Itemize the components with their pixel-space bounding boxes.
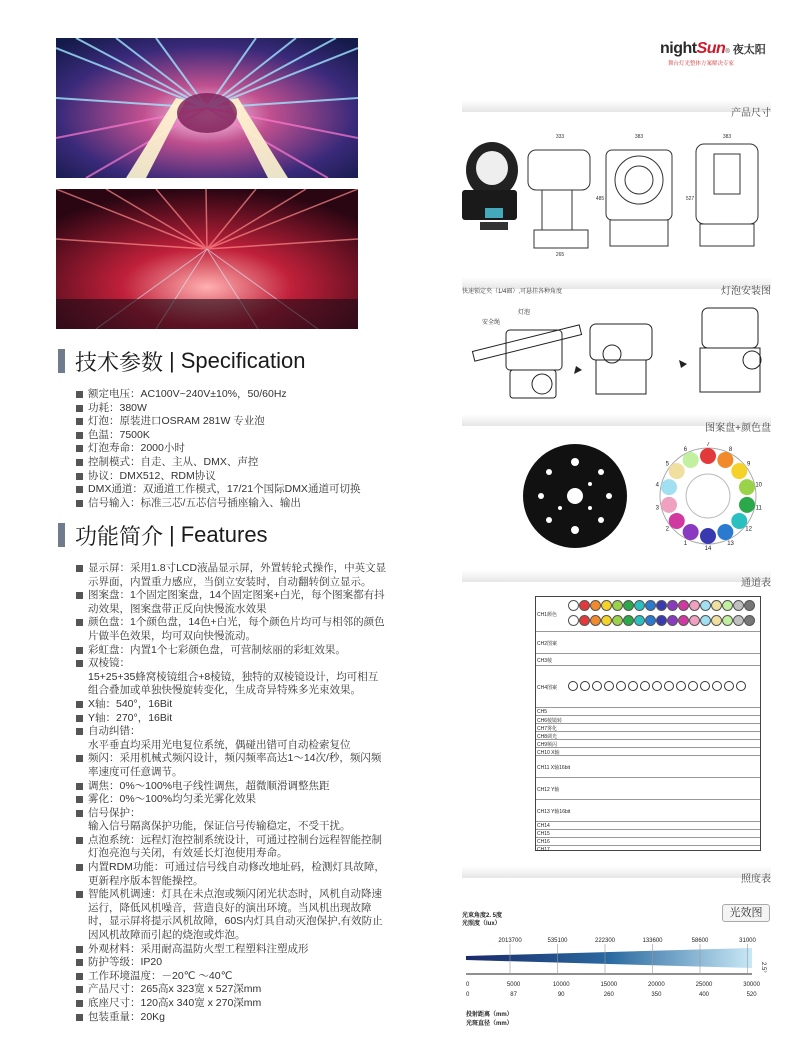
brand-word-sun: Sun [696, 40, 726, 57]
feature-item: 显示屏：采用1.8寸LCD液晶显示屏，外置转轮式操作，中英文显 [76, 562, 386, 576]
channel-label: CH1颜色 [537, 612, 558, 618]
mount-drawings [462, 300, 772, 404]
color-dot [623, 615, 634, 626]
color-dot [678, 615, 689, 626]
color-swatch [661, 497, 677, 513]
heading-bar [58, 523, 65, 547]
spec-item: 灯泡：原装进口OSRAM 281W 专业泡 [76, 415, 360, 429]
color-swatch [683, 524, 699, 540]
feature-item: 工作环境温度：－20℃ ～40℃ [76, 970, 386, 984]
brand-cn: 夜太阳 [732, 44, 766, 56]
gobo-symbol [688, 681, 698, 691]
photometric-labels [462, 912, 502, 928]
feature-item: 外观材料：采用耐高温防火型工程塑料注塑成形 [76, 943, 386, 957]
channel-label: CH14 [537, 823, 550, 829]
distance-value: 0 [466, 982, 470, 988]
color-number: 6 [683, 447, 688, 454]
diameter-value: 520 [746, 992, 757, 998]
feature-item: 调焦：0%～100%电子线性调焦，超微顺滑调整焦距 [76, 780, 386, 794]
channel-row [536, 777, 760, 800]
distance-value: 5000 [506, 982, 521, 988]
distance-value: 25000 [695, 982, 713, 988]
color-swatch [661, 479, 677, 495]
color-number: 3 [655, 505, 659, 512]
channel-row [536, 799, 760, 822]
section-rule [462, 100, 771, 112]
dim-label-1: 333 [555, 134, 565, 140]
channel-label: CH8调光 [537, 734, 558, 740]
lux-value: 2013700 [498, 938, 522, 944]
color-dot [744, 615, 755, 626]
heading-separator: | [169, 522, 175, 547]
gobo-symbol [568, 681, 578, 691]
distance-value: 20000 [648, 982, 665, 988]
color-swatch [669, 513, 685, 529]
color-swatch [739, 479, 755, 495]
section-rule [462, 866, 771, 878]
color-number: 12 [745, 526, 752, 533]
color-dot [590, 615, 601, 626]
color-number: 10 [755, 482, 763, 489]
color-dot [744, 600, 755, 611]
color-number: 4 [655, 482, 659, 489]
color-dot [689, 600, 700, 611]
mount-label-safety: 安全绳 [482, 320, 501, 326]
channel-label: CH12 Y轴 [537, 787, 560, 793]
feature-item: 信号保护： [76, 807, 386, 821]
feature-item: 频闪：采用机械式频闪设计，频闪频率高达1～14次/秒，频闪频 [76, 752, 386, 766]
color-swatch [683, 452, 699, 468]
feature-item: Y轴：270°，16Bit [76, 712, 386, 726]
gobo-symbol [580, 681, 590, 691]
color-dot [568, 600, 579, 611]
color-number: 7 [706, 442, 710, 448]
features-heading [58, 522, 268, 548]
color-swatch [669, 463, 685, 479]
distance-value: 10000 [552, 982, 570, 988]
color-dot [612, 600, 623, 611]
gobo-wheel [515, 442, 645, 554]
feature-item-continued: 片做半色效果，均可双向快慢流动。 [88, 629, 256, 642]
color-dot [667, 600, 678, 611]
spec-title-cn: 技术参数 [75, 349, 164, 375]
color-dot [733, 615, 744, 626]
gobo-symbol [676, 681, 686, 691]
mount-title: 灯泡安装图 [721, 286, 771, 297]
color-swatch [739, 497, 755, 513]
color-wheel-hub [686, 474, 730, 518]
diameter-value: 350 [651, 992, 662, 998]
gobo-symbol [724, 681, 734, 691]
feature-item-continued: 示界面，内置重力感应，当倒立安装时，自动翻转倒立显示。 [88, 575, 372, 588]
feature-item: 产品尺寸：265高x 323宽 x 527深mm [76, 983, 386, 997]
color-number: 5 [665, 461, 670, 468]
distance-label: 投射距离（mm） [466, 1012, 513, 1018]
photometric-button[interactable]: 光效图 [722, 904, 770, 922]
channel-label: CH15 [537, 831, 550, 837]
lux-value: 222300 [594, 938, 616, 944]
color-dot [579, 600, 590, 611]
color-swatch [717, 524, 733, 540]
channel-row [536, 597, 760, 631]
brand-reg: ® [725, 49, 730, 55]
feature-item: X轴：540°，16Bit [76, 698, 386, 712]
color-dot [623, 600, 634, 611]
spec-heading [58, 348, 305, 374]
brand-word [660, 40, 725, 57]
color-dot [733, 600, 744, 611]
spec-title-en: Specification [180, 348, 306, 373]
feature-item-continued: 率速度可任意调节。 [88, 765, 183, 778]
gobo-color-title: 图案盘+颜色盘 [705, 423, 771, 434]
color-dot [612, 615, 623, 626]
feature-item-continued: 因风机故障而引起的烧泡或炸泡。 [88, 929, 246, 942]
feature-item: 点泡系统：远程灯泡控制系统设计，可通过控制台远程智能控制 [76, 834, 386, 848]
color-dot [667, 615, 678, 626]
channel-label: CH13 Y轴16bit [537, 809, 571, 815]
channel-label: CH6棱镜转 [537, 718, 563, 724]
diameter-value: 400 [698, 992, 710, 998]
lux-value: 58600 [691, 938, 709, 944]
color-dot [656, 615, 667, 626]
feature-item-continued: 运行，降低风机噪音，营造良好的演出环境。当风机出现故障 [88, 901, 372, 914]
channel-table [535, 596, 761, 851]
color-wheel [650, 442, 772, 554]
feature-item-continued: 灯泡亮泡与关闭，有效延长灯泡使用寿命。 [88, 847, 288, 860]
gobo-symbol [604, 681, 614, 691]
color-dot [568, 615, 579, 626]
spec-item: 协议：DMX512、RDM协议 [76, 470, 360, 484]
dimension-title: 产品尺寸 [731, 108, 771, 119]
photometric-chart [462, 930, 772, 1030]
lux-value: 31000 [739, 938, 756, 944]
photometric-title: 照度表 [741, 874, 771, 885]
color-number: 11 [755, 505, 762, 512]
color-swatch [700, 448, 716, 464]
color-dot [700, 615, 711, 626]
gobo-symbol [640, 681, 650, 691]
channel-label: CH7雾化 [537, 726, 558, 732]
beam-side-label: 2.5° [760, 962, 766, 973]
features-title-cn: 功能简介 [75, 523, 164, 549]
stage-photo-bottom [56, 189, 358, 329]
gobo-symbol [736, 681, 746, 691]
dim-label-6: 265 [555, 252, 565, 258]
channel-title: 通道表 [741, 578, 771, 589]
distance-value: 30000 [743, 982, 760, 988]
color-number: 14 [704, 546, 712, 552]
channel-row [536, 845, 760, 854]
channel-label: CH16 [537, 839, 550, 845]
channel-label: CH9频闪 [537, 742, 558, 748]
gobo-symbol [712, 681, 722, 691]
feature-item-continued: 动效果，图案盘带正反向快慢流水效果 [88, 602, 267, 615]
channel-row [536, 665, 760, 708]
color-dot [579, 615, 590, 626]
gobo-symbol [616, 681, 626, 691]
channel-label: CH10 X轴 [537, 750, 560, 756]
brand-word-left: night [660, 40, 697, 57]
color-dot [601, 600, 612, 611]
channel-label: CH3棱 [537, 658, 553, 664]
lux-value: 133600 [642, 938, 663, 944]
mount-note: 快速锁定夹（1/4圈）,可悬挂各种角度 [462, 289, 563, 295]
feature-item-continued: 更新程序版本智能操控。 [88, 874, 204, 887]
color-dot [711, 615, 722, 626]
feature-item: 自动纠错： [76, 725, 386, 739]
color-dot [634, 600, 645, 611]
lux-label: 光照度（lux） [462, 921, 501, 927]
color-swatch [731, 463, 747, 479]
color-swatch [700, 528, 716, 544]
diameter-value: 260 [603, 992, 614, 998]
features-list [76, 562, 386, 1024]
spec-item: 额定电压：AC100V~240V±10%，50/60Hz [76, 388, 360, 402]
feature-item-continued: 组合叠加或单独快慢旋转变化，生成奇异特殊多光束效果。 [88, 684, 361, 697]
brand-tagline: 舞台灯光整体方案解决专家 [668, 61, 735, 67]
diameter-value: 87 [510, 992, 517, 998]
channel-label: CH11 X轴16bit [537, 765, 570, 771]
color-dot [645, 615, 656, 626]
feature-item-continued: 时，显示屏将提示风机故障，60S内灯具自动灭泡保护,有效防止 [88, 915, 383, 928]
feature-item: 双棱镜： [76, 657, 386, 671]
gobo-symbol [592, 681, 602, 691]
spec-item: 色温：7500K [76, 429, 360, 443]
dim-label-2: 383 [634, 134, 644, 140]
distance-value: 15000 [600, 982, 618, 988]
mount-label-lamp: 灯泡 [518, 310, 531, 316]
channel-row [536, 631, 760, 654]
channel-label: CH17 [537, 847, 550, 853]
feature-item-continued: 水平垂直均采用光电复位系统，偶碰出错可自动检索复位 [88, 738, 351, 751]
heading-bar [58, 349, 65, 373]
dimension-drawings [450, 130, 770, 260]
feature-item-continued: 15+25+35蜂窝棱镜组合+8棱镜，独特的双棱镜设计，均可相互 [88, 670, 379, 683]
heading-separator: | [169, 348, 175, 373]
lux-value: 535100 [547, 938, 568, 944]
dim-label-4: 383 [722, 134, 732, 140]
brand-logo [660, 40, 766, 67]
feature-item: 雾化：0%～100%均匀柔光雾化效果 [76, 793, 386, 807]
beam-angle-label: 光束角度2. 5度 [462, 913, 503, 919]
color-dot [722, 615, 733, 626]
spec-list [76, 388, 360, 510]
dim-label-5: 527 [685, 196, 695, 202]
color-dot [700, 600, 711, 611]
spec-item: 控制模式：自走、主从、DMX、声控 [76, 456, 360, 470]
diameter-label: 光斑直径（mm） [466, 1021, 513, 1027]
gobo-symbol [664, 681, 674, 691]
color-number: 13 [727, 540, 734, 547]
color-number: 9 [746, 461, 751, 468]
section-rule [462, 570, 771, 582]
gobo-symbol [700, 681, 710, 691]
feature-item: 智能风机调速：灯具在未点泡或频闪闭光状态时，风机自动降速 [76, 888, 386, 902]
color-number: 1 [683, 540, 688, 547]
spec-item: 灯泡寿命：2000小时 [76, 442, 360, 456]
color-dot [722, 600, 733, 611]
diameter-value: 0 [466, 992, 470, 998]
color-dot [689, 615, 700, 626]
feature-item: 图案盘：1个固定图案盘，14个固定图案+白光，每个图案都有抖 [76, 589, 386, 603]
diameter-value: 90 [557, 992, 565, 998]
feature-item: 彩虹盘：内置1个七彩颜色盘，可营制炫丽的彩虹效果。 [76, 644, 386, 658]
color-number: 2 [665, 526, 670, 533]
spec-item: 功耗：380W [76, 402, 360, 416]
color-dot [656, 600, 667, 611]
color-dot [645, 600, 656, 611]
color-dot [678, 600, 689, 611]
feature-item-continued: 输入信号隔离保护功能，保证信号传输稳定，不受干扰。 [88, 820, 351, 833]
channel-label: CH5 [537, 709, 548, 715]
feature-item: 底座尺寸：120高x 340宽 x 270深mm [76, 997, 386, 1011]
feature-item: 包装重量：20Kg [76, 1011, 386, 1025]
dim-label-3: 485 [595, 196, 605, 202]
color-dot [601, 615, 612, 626]
feature-item: 防护等级：IP20 [76, 956, 386, 970]
gobo-symbol [652, 681, 662, 691]
gobo-symbol [628, 681, 638, 691]
color-swatch [717, 452, 733, 468]
color-dot [711, 600, 722, 611]
color-dot [634, 615, 645, 626]
spec-item: DMX通道：双通道工作模式，17/21个国际DMX通道可切换 [76, 483, 360, 497]
color-dot [590, 600, 601, 611]
channel-label: CH2图案 [537, 641, 558, 647]
channel-row [536, 755, 760, 778]
stage-photo-top [56, 38, 358, 178]
color-number: 8 [728, 447, 733, 454]
feature-item: 内置RDM功能：可通过信号线自动修改地址码，检测灯具故障， [76, 861, 386, 875]
feature-item: 颜色盘：1个颜色盘，14色+白光，每个颜色片均可与相邻的颜色 [76, 616, 386, 630]
spec-item: 信号输入：标准三芯/五芯信号插座输入、输出 [76, 497, 360, 511]
features-title-en: Features [180, 522, 268, 547]
channel-label: CH4图案 [537, 685, 558, 691]
